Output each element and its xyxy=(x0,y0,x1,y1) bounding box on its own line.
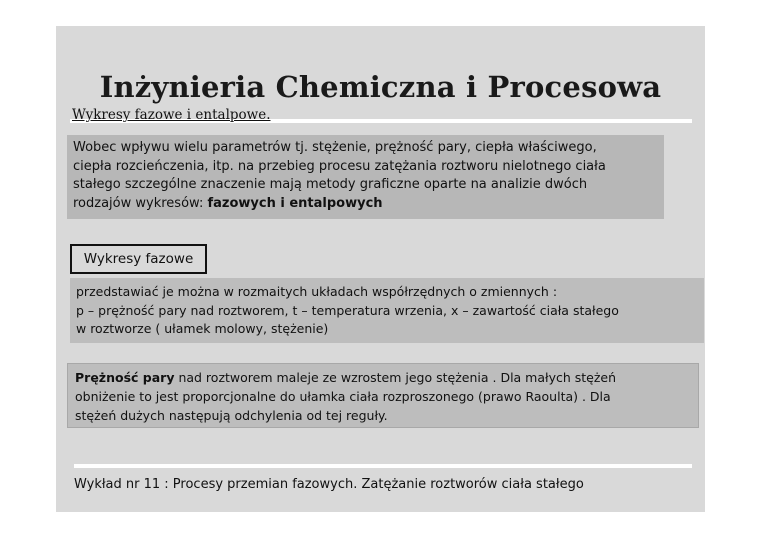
phase-line: przedstawiać je można w rozmaitych układach współrzędnych o zmiennych : xyxy=(76,284,558,299)
phase-description-box xyxy=(70,278,704,343)
pressure-line: obniżenie to jest proporcjonalne do ułamka ciała rozproszonego (prawo Raoulta) . Dla xyxy=(75,389,611,404)
footer-text: Wykład nr 11 : Procesy przemian fazowych. Zatężanie roztworów ciała stałego xyxy=(74,477,584,492)
intro-line: Wobec wpływu wielu parametrów tj. stężenie, prężność pary, ciepła właściwego, xyxy=(73,140,597,155)
footer-divider xyxy=(74,464,692,468)
slide xyxy=(56,26,705,512)
pressure-first-rest: nad roztworem maleje ze wzrostem jego stężenia . Dla małych stężeń xyxy=(174,370,617,385)
pressure-bold: Prężność pary xyxy=(75,370,175,385)
slide-title: Inżynieria Chemiczna i Procesowa xyxy=(99,70,662,104)
pressure-line: stężeń dużych następują odchylenia od tej reguły. xyxy=(75,408,388,423)
intro-line: stałego szczególne znaczenie mają metody graficzne oparte na analizie dwóch xyxy=(73,177,588,192)
section-heading: Wykresy fazowe i entalpowe. xyxy=(72,107,271,123)
intro-last-prefix: rodzajów wykresów: xyxy=(73,195,208,211)
intro-line: ciepła rozcieńczenia, itp. na przebieg procesu zatężania roztworu nielotnego ciała xyxy=(73,158,606,174)
phase-line: w roztworze ( ułamek molowy, stężenie) xyxy=(76,321,329,336)
vapor-pressure-box xyxy=(67,363,699,428)
phase-diagram-label: Wykresy fazowe xyxy=(70,244,207,274)
pressure-line xyxy=(75,368,691,387)
intro-last-bold: fazowych i entalpowych xyxy=(207,195,383,211)
phase-line: p – prężność pary nad roztworem, t – temperatura wrzenia, x – zawartość ciała stałego xyxy=(76,302,619,318)
intro-box xyxy=(67,135,664,219)
intro-line xyxy=(73,195,658,214)
